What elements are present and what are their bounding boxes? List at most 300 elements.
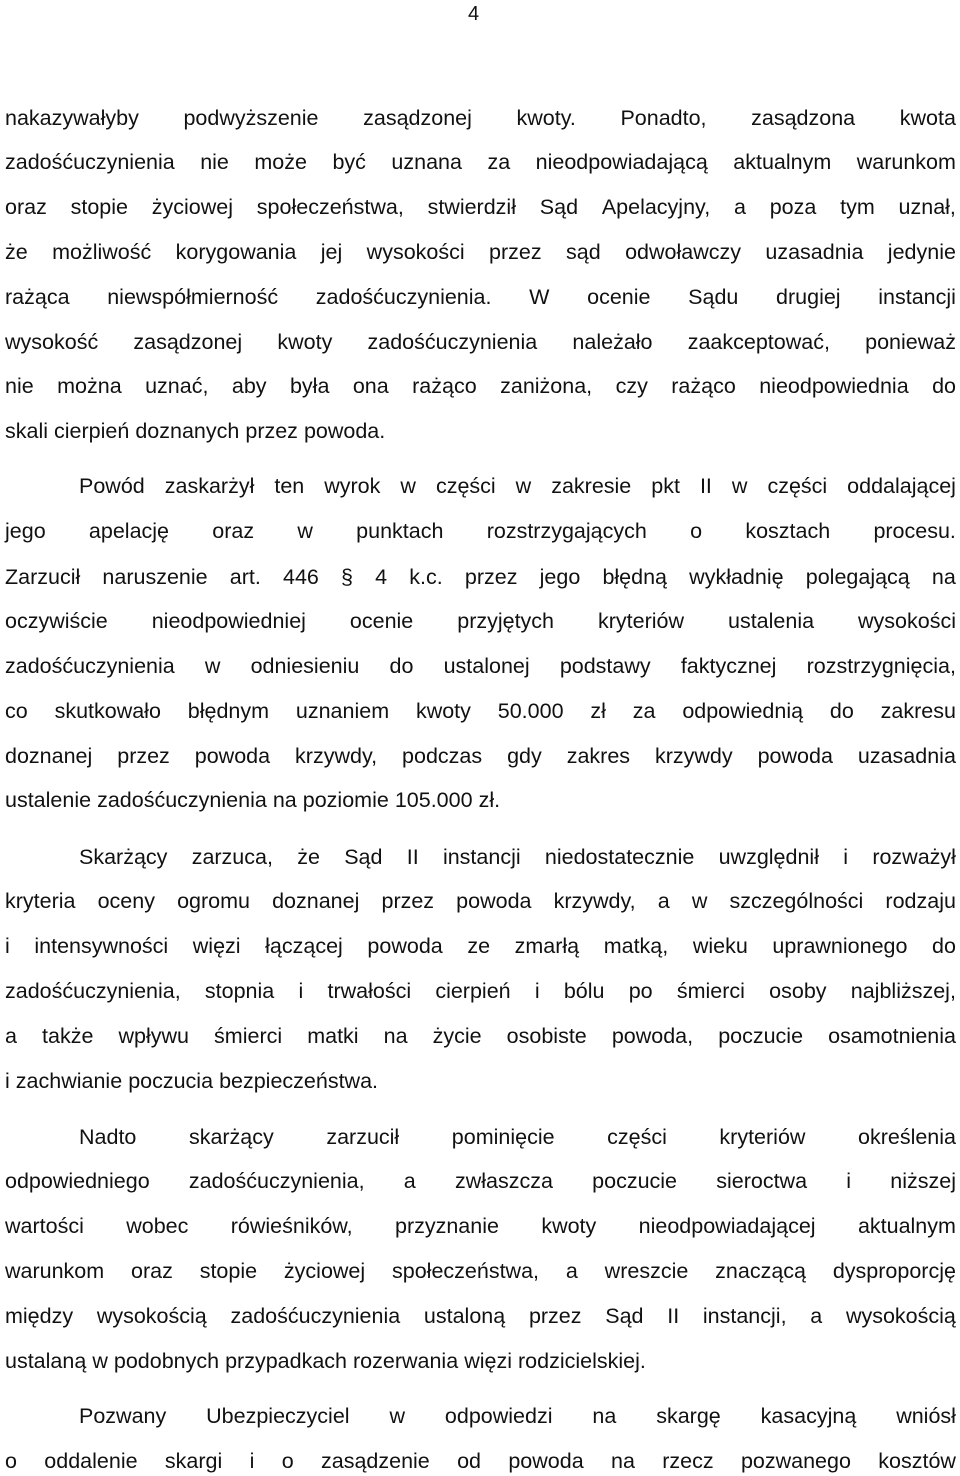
word: W [529,285,550,309]
word: i [5,1069,10,1093]
word: jego [5,519,46,543]
word: podstawy [559,654,651,678]
word: życie [432,1024,482,1048]
word: II [406,845,419,869]
word: zasądzona [751,106,856,130]
word: do [389,654,414,678]
word: bezpieczeństwa. [219,1069,379,1093]
word: stopie [199,1259,258,1283]
word: przyjętych [457,609,555,633]
word: od [457,1449,482,1473]
word: Skarżący [79,845,168,869]
word: w [691,889,708,913]
word: skarżący [188,1125,274,1149]
word: o [690,519,703,543]
word: ustalenie [5,788,92,812]
word: o [281,1449,294,1473]
word: części [607,1125,667,1149]
word: matką, [603,934,669,958]
word: doznanej [272,889,360,913]
word: oraz [212,519,255,543]
text-line [5,1122,956,1152]
word: a [733,195,746,219]
word: zasądzonej [133,330,243,354]
word: krzywdy, [295,744,378,768]
text-line [5,1066,956,1096]
word: wpływu [118,1024,189,1048]
word: wysokości [366,240,465,264]
text-line [5,237,956,267]
word: należało [572,330,653,354]
word: instancji [442,845,521,869]
text-line [5,1346,956,1376]
word: do [829,699,854,723]
word: wieku [692,934,748,958]
word: przez [117,744,170,768]
text-line [5,1211,956,1241]
word: poczucie [718,1024,804,1048]
word: krzywdy [654,744,733,768]
word: intensywności [34,934,169,958]
word: jedynie [887,240,956,264]
word: dysproporcję [832,1259,956,1283]
text-line [5,1021,956,1051]
word: zadośćuczynienia. [315,285,492,309]
text-line [5,516,956,546]
word: uzasadnia [857,744,956,768]
word: przypadkach [225,1349,347,1373]
word: drugiej [776,285,841,309]
word: trwałości [327,979,412,1003]
word: wreszcie [604,1259,689,1283]
word: zaniżona, [500,374,593,398]
word: krzywdy, [553,889,636,913]
word: powoda. [303,419,386,443]
word: błędnym [187,699,270,723]
word: także [42,1024,94,1048]
word: II [667,1304,680,1328]
word: i [843,845,849,869]
word: ten [274,474,305,498]
word: podczas [402,744,483,768]
word: rażąca [5,285,70,309]
word: na [931,565,956,589]
word: zadośćuczynienia [230,1304,401,1328]
word: odpowiedzi [444,1404,553,1428]
word: odniesieniu [250,654,360,678]
word: zadośćuczynienia [5,654,175,678]
word: zarzuca, [191,845,273,869]
text-line [5,1166,956,1196]
word: części [767,474,828,498]
word: uznać, [145,374,209,398]
word: kryteria [5,889,76,913]
word: zadośćuczynienia [5,150,175,174]
word: uznał, [898,195,956,219]
word: i [5,934,10,958]
word: apelację [88,519,170,543]
word: o [5,1449,17,1473]
word: części [435,474,496,498]
word: ponieważ [865,330,956,354]
word: zł. [478,788,501,812]
text-line [5,192,956,222]
word: Sąd [344,845,383,869]
word: określenia [858,1125,956,1149]
word: najbliższej, [850,979,956,1003]
word: na [383,1024,408,1048]
text-line [5,282,956,312]
word: zmarłą [514,934,580,958]
word: wysokością [845,1304,956,1328]
text-line [5,842,956,872]
word: rozstrzygnięcia, [806,654,956,678]
word: cierpień [435,979,511,1003]
word: kwoty [277,330,333,354]
word: przez [464,565,518,589]
word: powoda [757,744,833,768]
word: oraz [131,1259,173,1283]
word: w [297,519,313,543]
word: Zarzucił [5,565,81,589]
word: 4 [375,565,388,589]
word: odwoławczy [625,240,741,264]
word: Sąd [605,1304,644,1328]
word: tym [840,195,875,219]
word: Ponadto, [620,106,707,130]
word: 50.000 [497,699,564,723]
word: poziomie [302,788,389,812]
word: wyrok [324,474,381,498]
word: warunkom [856,150,956,174]
text-line [5,886,956,916]
word: sąd [566,240,601,264]
word: kasacyjną [760,1404,857,1428]
word: stopnia [204,979,275,1003]
word: znaczącą [715,1259,806,1283]
word: do [932,934,956,958]
word: po [628,979,653,1003]
word: wysokości [858,609,956,633]
word: 105.000 [394,788,473,812]
text-line [5,1256,956,1286]
word: zadośćuczynienia [97,788,267,812]
text-line [5,327,956,357]
word: na [611,1449,635,1473]
word: Nadto [79,1125,137,1149]
word: podwyższenie [183,106,319,130]
word: § [341,565,353,589]
word: poczucie [592,1169,678,1193]
word: kryteriów [598,609,685,633]
word: Apelacyjny, [601,195,711,219]
word: punktach [356,519,444,543]
word: życiowej [151,195,234,219]
word: aktualnym [857,1214,956,1238]
word: na [272,788,297,812]
word: kryteriów [719,1125,806,1149]
word: gdy [507,744,542,768]
word: rozerwania [353,1349,459,1373]
word: skargę [656,1404,721,1428]
word: błędną [602,565,668,589]
word: i [534,979,540,1003]
word: powoda [194,744,271,768]
word: i [846,1169,852,1193]
word: pkt [651,474,680,498]
word: zadośćuczynienia, [5,979,181,1003]
word: kwoty [415,699,471,723]
word: Sąd [539,195,579,219]
word: w [204,654,221,678]
word: rozważył [872,845,956,869]
word: warunkom [5,1259,105,1283]
word: aby [231,374,267,398]
text-line [5,1401,956,1431]
word: zaakceptować, [687,330,830,354]
word: a [657,889,670,913]
word: a [403,1169,416,1193]
word: podobnych [113,1349,220,1373]
word: odpowiedniego [5,1169,150,1193]
word: polegającą [805,565,910,589]
word: kosztów [878,1449,956,1473]
word: ustalonej [443,654,530,678]
word: życiowej [283,1259,366,1283]
text-line [5,741,956,771]
word: cierpień [54,419,130,443]
word: nieodpowiadającej [638,1214,816,1238]
word: wniósł [896,1404,956,1428]
word: oraz [5,195,47,219]
word: wysokością [96,1304,207,1328]
word: nieodpowiadającą [535,150,708,174]
text-line [5,651,956,681]
word: przez [489,240,542,264]
word: Ubezpieczyciel [206,1404,350,1428]
word: doznanej [5,744,93,768]
word: w [389,1404,405,1428]
word: uznaniem [295,699,390,723]
word: ona [352,374,389,398]
word: skargi [164,1449,223,1473]
text-line [5,785,956,815]
word: przez [528,1304,582,1328]
word: korygowania [175,240,297,264]
word: być [332,150,366,174]
word: ocenie [349,609,414,633]
word: rażąco [671,374,736,398]
word: aktualnym [733,150,832,174]
text-line [5,931,956,961]
text-line [5,371,956,401]
word: w [731,474,748,498]
word: nakazywałyby [5,106,139,130]
word: śmierci [676,979,745,1003]
word: zakresu [880,699,956,723]
word: bólu [563,979,605,1003]
word: społeczeństwa, [392,1259,540,1283]
word: między [5,1304,74,1328]
word: przez [245,419,298,443]
word: skutkowało [54,699,161,723]
word: przyznanie [394,1214,499,1238]
word: wobec [126,1214,189,1238]
word: odpowiednią [682,699,804,723]
word: k.c. [409,565,443,589]
word: powoda [367,934,443,958]
word: łączącej [265,934,343,958]
word: społeczeństwa, [256,195,404,219]
word: nie [200,150,229,174]
word: wykładnię [689,565,784,589]
word: szczególności [729,889,864,913]
word: uznana [391,150,462,174]
word: może [254,150,307,174]
word: za [632,699,656,723]
word: Pozwany [79,1404,167,1428]
word: poczucia [128,1069,214,1093]
word: zasądzenie [320,1449,430,1473]
word: kwoty. [516,106,576,130]
word: rówieśników, [230,1214,353,1238]
word: zachwianie [15,1069,123,1093]
word: doznanych [135,419,240,443]
word: oceny [97,889,155,913]
word: zł [590,699,606,723]
word: sieroctwa [716,1169,808,1193]
word: uprawnionego [772,934,908,958]
word: wysokość [5,330,99,354]
word: zarzucił [326,1125,400,1149]
word: powoda [508,1449,584,1473]
word: uzasadnia [765,240,864,264]
word: matki [307,1024,359,1048]
word: więzi [464,1349,512,1373]
word: w [400,474,416,498]
word: Powód [79,474,145,498]
word: i [249,1449,255,1473]
word: nieodpowiedniej [151,609,306,633]
word: a [810,1304,823,1328]
word: wartości [5,1214,84,1238]
word: śmierci [214,1024,283,1048]
word: niedostatecznie [544,845,695,869]
word: że [5,240,28,264]
word: rozstrzygających [486,519,647,543]
word: jego [539,565,581,589]
word: ocenie [587,285,651,309]
word: art. [229,565,261,589]
word: osobiste [506,1024,587,1048]
word: poza [769,195,817,219]
word: Sądu [688,285,739,309]
text-line [5,147,956,177]
word: w [515,474,532,498]
word: czy [615,374,648,398]
word: uwzględnił [718,845,819,869]
word: w [92,1349,108,1373]
word: zadośćuczynienia, [188,1169,365,1193]
word: oczywiście [5,609,108,633]
text-line [5,1301,956,1331]
word: zadośćuczynienia [367,330,538,354]
word: więzi [192,934,241,958]
word: osamotnienia [828,1024,956,1048]
word: przez [381,889,435,913]
word: ogromu [177,889,250,913]
word: można [57,374,122,398]
word: zasądzonej [363,106,472,130]
word: rodzicielskiej. [518,1349,646,1373]
word: i [298,979,304,1003]
word: ustalenia [727,609,815,633]
word: zakres [566,744,631,768]
word: niewspółmierność [107,285,279,309]
word: oddalenie [44,1449,138,1473]
word: zwłaszcza [454,1169,553,1193]
word: 446 [283,565,319,589]
word: kwoty [541,1214,597,1238]
word: skali [5,419,49,443]
word: kwota [899,106,956,130]
page-number: 4 [468,3,480,25]
word: była [289,374,330,398]
text-line [5,606,956,636]
word: zakresie [551,474,632,498]
text-line [5,103,956,133]
word: powoda, [611,1024,694,1048]
word: możliwość [52,240,152,264]
word: procesu. [873,519,956,543]
word: a [565,1259,578,1283]
word: pominięcie [451,1125,555,1149]
word: zaskarżył [164,474,255,498]
word: powoda [456,889,532,913]
word: kosztach [745,519,831,543]
text-line [5,1446,956,1476]
word: oddalającej [847,474,956,498]
word: nie [5,374,34,398]
word: faktycznej [680,654,777,678]
word: osoby [769,979,827,1003]
word: ustalaną [5,1349,87,1373]
word: za [487,150,511,174]
text-line [5,416,956,446]
word: na [592,1404,617,1428]
word: pozwanego [740,1449,851,1473]
word: nieodpowiednia [759,374,909,398]
word: stopie [70,195,128,219]
text-line [5,696,956,726]
word: instancji [878,285,956,309]
text-line [5,976,956,1006]
text-line [5,471,956,501]
word: naruszenie [102,565,208,589]
word: ze [467,934,491,958]
word: do [932,374,956,398]
word: a [5,1024,17,1048]
word: ustaloną [423,1304,506,1328]
word: że [297,845,320,869]
word: jej [320,240,343,264]
word: II [699,474,712,498]
word: co [5,699,28,723]
word: rodzaju [885,889,956,913]
word: stwierdził [427,195,516,219]
word: niższej [890,1169,956,1193]
word: rażąco [412,374,477,398]
